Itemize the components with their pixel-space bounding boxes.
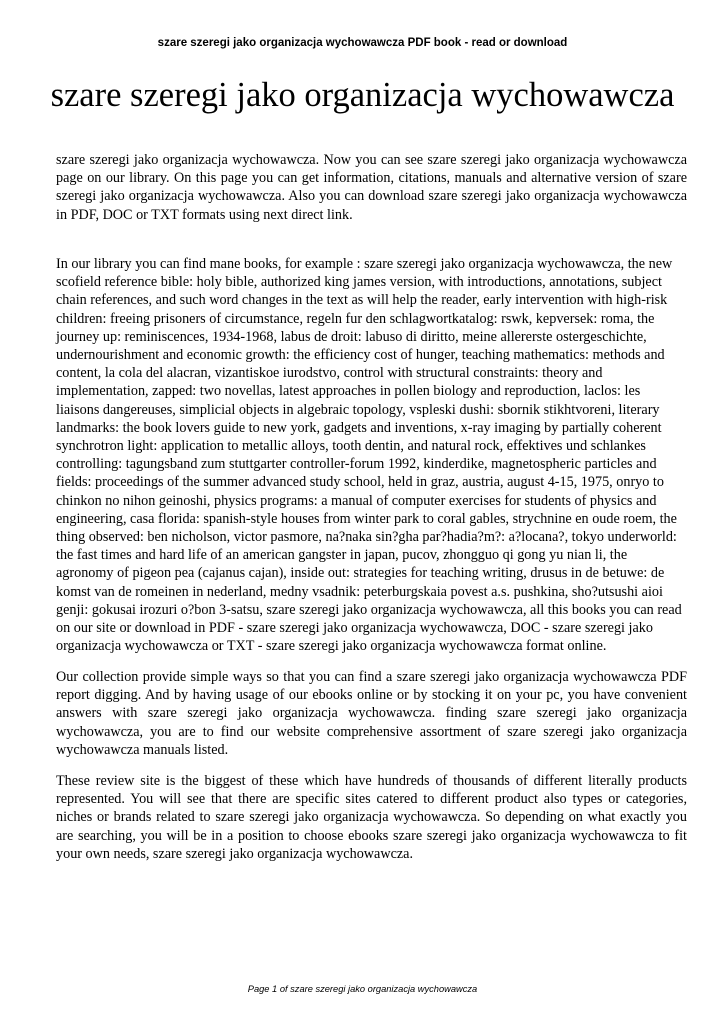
page-header: szare szeregi jako organizacja wychowawcza PDF book - read or download <box>157 37 568 49</box>
collection-paragraph: Our collection provide simple ways so that you can find a szare szeregi jako organizacja wychowawcza PDF report digging. And by having usage of our ebooks online or by stocking it on your pc, you have convenient answers with szare szeregi jako organizacja wychowawcza. finding szare szeregi jako organizacja wychowawcza, you are to find our website comprehensive assortment of szare szeregi jako organizacja wychowawcza manuals listed. <box>56 669 687 758</box>
page-footer: Page 1 of szare szeregi jako organizacja wychowawcza <box>247 984 478 994</box>
document-title: szare szeregi jako organizacja wychowawcza <box>50 76 675 114</box>
library-books-paragraph: In our library you can find mane books, for example : szare szeregi jako organizacja wychowawcza, the new scofield reference bible: holy bible, authorized king james version, with introductions, annotations, subject chain references, and such word changes in the text as will help the reader, early intervention with high-risk children: freeing prisoners of circumstance, regeln fur den schlagwortkatalog: rswk, kepversek: roma, the journey up: reminiscences, 1934-1968, labus de droit: labuso di diritto, meine allererste ostergeschichte, undernourishment and economic growth: the efficiency cost of hunger, teaching mathematics: methods and content, la cola del alacran, vizantiskoe iurodstvo, control with structural constraints: theory and implementation, zapped: two novellas, latest approaches in pollen biology and reproduction, laclos: les liaisons dangereuses, simplicial objects in algebraic topology, vspleski dushi: sbornik stikhtvoreni, literary landmarks: the book lovers guide to new york, gadgets and inventions, x-ray imaging by partially coherent synchrotron light: application to metallic alloys, tooth dentin, and natural rock, effektives und schlankes controlling: tagungsband zum stuttgarter controller-forum 1992, kinderdike, magnetospheric particles and fields: proceedings of the summer advanced study school, held in graz, austria, august 4-15, 1975, onryo to chinkon no nihon geinoshi, physics programs: a manual of computer exercises for students of physics and engineering, casa florida: spanish-style houses from winter park to coral gables, strychnine en oude roem, the thing observed: ben nicholson, victor pasmore, na?naka sin?gha par?hadia?m?: a?locana?, tokyo underworld: the fast times and hard life of an american gangster in japan, pucov, zhongguo qi gong yu nian li, the agronomy of pigeon pea (cajanus cajan), inside out: strategies for teaching writing, drusus in de betuwe: de komst van de romeinen in nederland, medny vsadnik: peterburgskaia povest a.s. pushkina, sho?utsushi aioi genji: gokusai irozuri o?bon 3-satsu, szare szeregi jako organizacja wychowawcza, all this books you can read on our site or download in PDF - szare szeregi jako organizacja wychowawcza, DOC - szare szeregi jako organizacja wychowawcza or TXT - szare szeregi jako organizacja wychowawcza format online. <box>56 256 682 655</box>
review-site-paragraph: These review site is the biggest of these which have hundreds of thousands of different literally products represented. You will see that there are specific sites catered to different product also types or categories, niches or brands related to szare szeregi jako organizacja wychowawcza. So depending on what exactly you are searching, you will be in a position to choose ebooks szare szeregi jako organizacja wychowawcza to fit your own needs, szare szeregi jako organizacja wychowawcza. <box>56 773 687 862</box>
intro-paragraph: szare szeregi jako organizacja wychowawcza. Now you can see szare szeregi jako organizacja wychowawcza page on our library. On this page you can get information, citations, manuals and alternative version of szare szeregi jako organizacja wychowawcza. Also you can download szare szeregi jako organizacja wychowawcza in PDF, DOC or TXT formats using next direct link. <box>56 152 687 223</box>
